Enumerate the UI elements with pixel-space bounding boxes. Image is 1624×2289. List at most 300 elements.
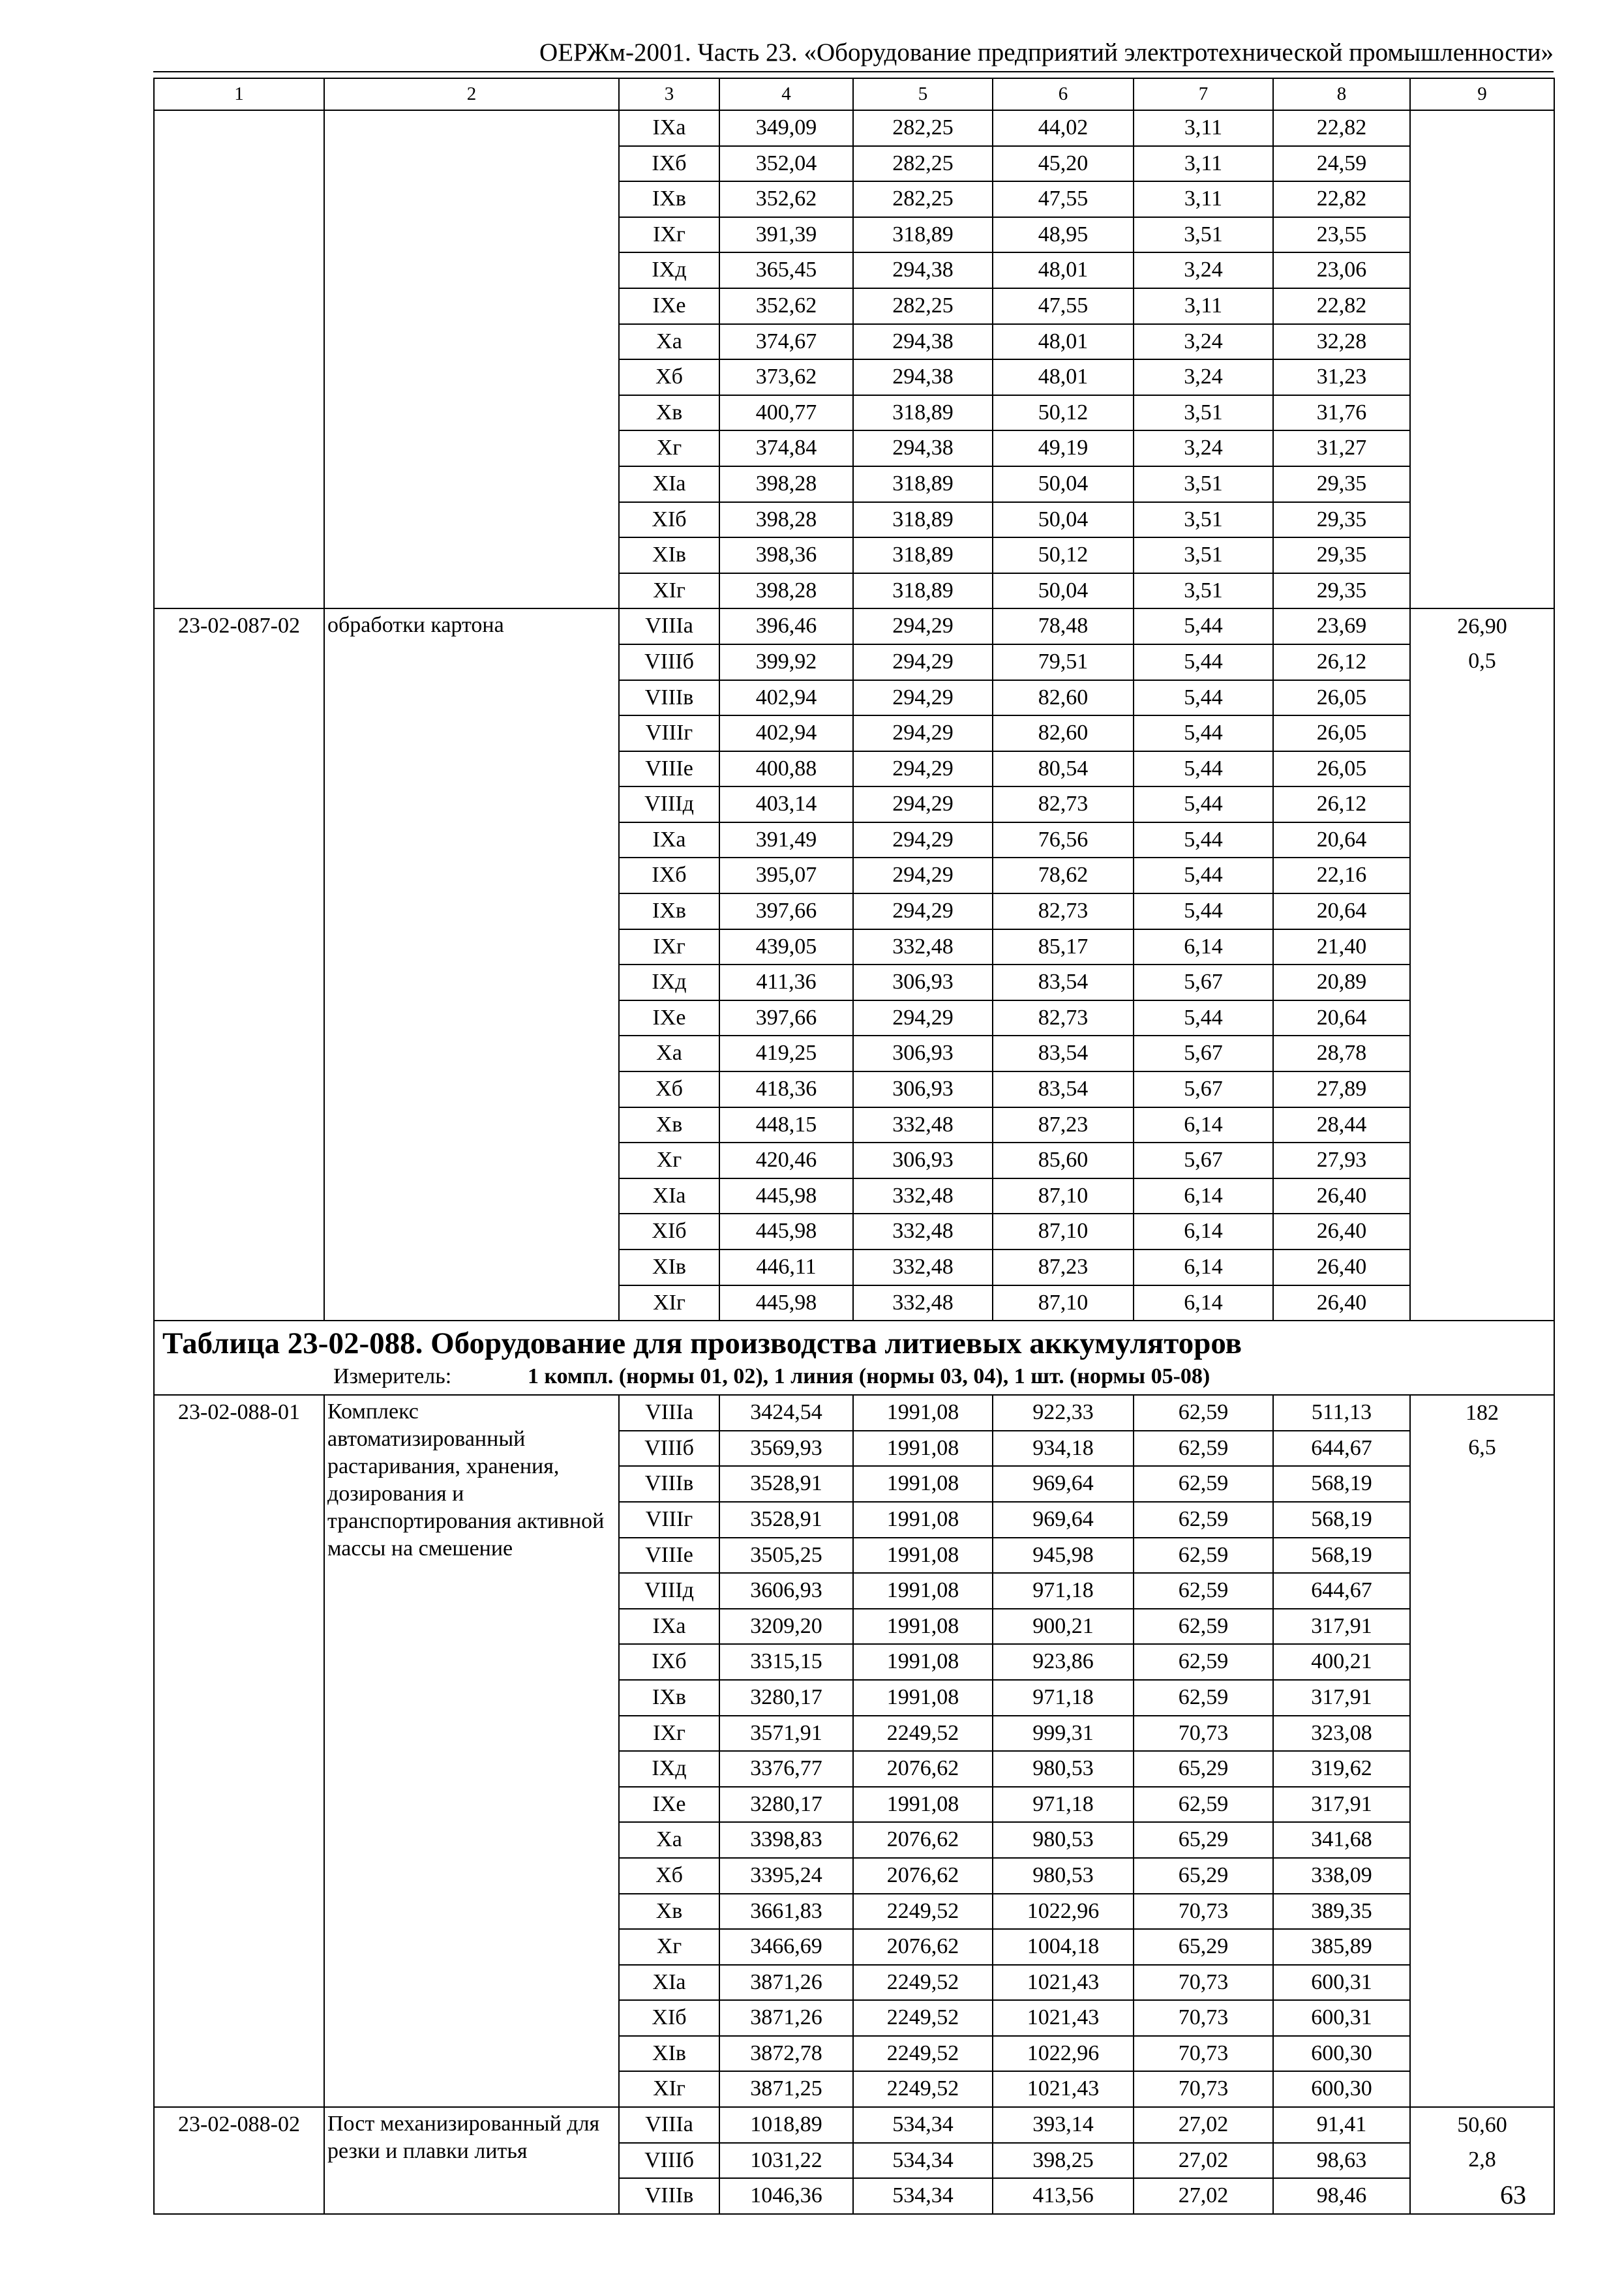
cell-col8: 98,63 [1273, 2143, 1410, 2179]
cell-col4: 352,04 [719, 146, 853, 182]
cell-col6: 971,18 [993, 1573, 1134, 1609]
cell-col4: 3571,91 [719, 1716, 853, 1752]
cell-col5: 2249,52 [853, 2000, 993, 2036]
cell-col8: 23,69 [1273, 608, 1410, 644]
cell-col8: 31,27 [1273, 430, 1410, 466]
cell-col5: 534,34 [853, 2178, 993, 2214]
cell-col4: 1046,36 [719, 2178, 853, 2214]
cell-col5: 282,25 [853, 288, 993, 324]
col9-values [1410, 1395, 1554, 2107]
cell-col5: 294,38 [853, 430, 993, 466]
cell-col5: 294,29 [853, 644, 993, 680]
cell-col8: 22,82 [1273, 181, 1410, 217]
cell-col7: 27,02 [1134, 2178, 1273, 2214]
cell-col5: 2249,52 [853, 2036, 993, 2072]
cell-col3: VIIIе [619, 1538, 719, 1574]
cell-col5: 1991,08 [853, 1787, 993, 1823]
cell-col7: 5,44 [1134, 1000, 1273, 1036]
cell-col6: 980,53 [993, 1822, 1134, 1858]
cell-col5: 306,93 [853, 1036, 993, 1071]
cell-col8: 27,89 [1273, 1071, 1410, 1107]
cell-col7: 3,51 [1134, 217, 1273, 253]
cell-col6: 47,55 [993, 288, 1134, 324]
cell-col6: 50,04 [993, 466, 1134, 502]
cell-col8: 98,46 [1273, 2178, 1410, 2214]
measure-line [162, 1362, 1546, 1392]
cell-col5: 318,89 [853, 502, 993, 538]
cell-col5: 2249,52 [853, 1965, 993, 2001]
cell-col3: XIв [619, 537, 719, 573]
cell-col3: VIIIа [619, 1395, 719, 1431]
cell-col6: 1004,18 [993, 1929, 1134, 1965]
cell-col3: Xв [619, 1894, 719, 1930]
cell-col5: 318,89 [853, 573, 993, 609]
cell-col4: 395,07 [719, 858, 853, 893]
cell-col6: 83,54 [993, 1036, 1134, 1071]
cell-col8: 21,40 [1273, 929, 1410, 965]
cell-col6: 1022,96 [993, 2036, 1134, 2072]
cell-col6: 413,56 [993, 2178, 1134, 2214]
cell-col3: VIIIг [619, 1502, 719, 1538]
cell-col3: Xг [619, 430, 719, 466]
column-numbers-row [154, 78, 1554, 110]
cell-col5: 318,89 [853, 537, 993, 573]
cell-col8: 389,35 [1273, 1894, 1410, 1930]
col9-values [1410, 2107, 1554, 2214]
cell-col4: 3398,83 [719, 1822, 853, 1858]
cell-col3: Xг [619, 1143, 719, 1178]
cell-col8: 26,05 [1273, 680, 1410, 716]
cell-col6: 969,64 [993, 1502, 1134, 1538]
cell-col5: 2249,52 [853, 1716, 993, 1752]
cell-col6: 50,12 [993, 537, 1134, 573]
cell-col4: 1031,22 [719, 2143, 853, 2179]
cell-col8: 31,76 [1273, 395, 1410, 431]
cell-col3: VIIIв [619, 1466, 719, 1502]
cell-col7: 62,59 [1134, 1787, 1273, 1823]
cell-col6: 980,53 [993, 1751, 1134, 1787]
cell-col6: 85,17 [993, 929, 1134, 965]
cell-col4: 349,09 [719, 110, 853, 146]
cell-col8: 20,64 [1273, 1000, 1410, 1036]
cell-col5: 294,29 [853, 858, 993, 893]
cell-col7: 3,24 [1134, 359, 1273, 395]
cell-col8: 568,19 [1273, 1502, 1410, 1538]
cell-col3: VIIIв [619, 2178, 719, 2214]
cell-col4: 397,66 [719, 1000, 853, 1036]
cell-col3: Xг [619, 1929, 719, 1965]
cell-col6: 398,25 [993, 2143, 1134, 2179]
cell-col4: 445,98 [719, 1214, 853, 1249]
cell-col5: 294,29 [853, 1000, 993, 1036]
cell-col8: 20,64 [1273, 822, 1410, 858]
cell-col8: 511,13 [1273, 1395, 1410, 1431]
cell-col5: 294,29 [853, 786, 993, 822]
table-row [154, 2107, 1554, 2143]
cell-col3: IXб [619, 1644, 719, 1680]
cell-col5: 294,29 [853, 751, 993, 787]
cell-col3: Xб [619, 359, 719, 395]
cell-col4: 403,14 [719, 786, 853, 822]
cell-col6: 971,18 [993, 1787, 1134, 1823]
cell-col6: 48,01 [993, 359, 1134, 395]
cell-col8: 31,23 [1273, 359, 1410, 395]
cell-col7: 62,59 [1134, 1680, 1273, 1716]
cell-col4: 396,46 [719, 608, 853, 644]
cell-col8: 26,40 [1273, 1178, 1410, 1214]
cell-col4: 418,36 [719, 1071, 853, 1107]
cell-col3: XIг [619, 1285, 719, 1321]
cell-col3: IXд [619, 965, 719, 1000]
cell-col6: 999,31 [993, 1716, 1134, 1752]
cell-col3: VIIIд [619, 786, 719, 822]
cell-col7: 65,29 [1134, 1822, 1273, 1858]
cell-col5: 282,25 [853, 110, 993, 146]
measure-value: 1 компл. (нормы 01, 02), 1 линия (нормы 03, 04), 1 шт. (нормы 05-08) [528, 1364, 1210, 1389]
cell-col6: 945,98 [993, 1538, 1134, 1574]
cell-col7: 6,14 [1134, 1214, 1273, 1249]
cell-col3: IXг [619, 929, 719, 965]
cell-col4: 448,15 [719, 1107, 853, 1143]
equipment-name: Пост механизированный для резки и плавки литья [324, 2107, 619, 2214]
cell-col8: 644,67 [1273, 1573, 1410, 1609]
cell-col7: 62,59 [1134, 1573, 1273, 1609]
cell-col6: 83,54 [993, 1071, 1134, 1107]
cell-col6: 50,12 [993, 395, 1134, 431]
cell-col3: IXа [619, 110, 719, 146]
cell-col3: VIIIб [619, 644, 719, 680]
cell-col6: 87,23 [993, 1249, 1134, 1285]
cell-col4: 391,39 [719, 217, 853, 253]
norm-code: 23-02-088-01 [154, 1395, 324, 2107]
cell-col8: 568,19 [1273, 1466, 1410, 1502]
cell-col3: IXа [619, 822, 719, 858]
cell-col6: 50,04 [993, 502, 1134, 538]
cell-col7: 3,51 [1134, 573, 1273, 609]
cell-col3: XIг [619, 2071, 719, 2107]
col9-values [1410, 110, 1554, 608]
cell-col3: VIIIе [619, 751, 719, 787]
cell-col7: 3,11 [1134, 288, 1273, 324]
cell-col4: 446,11 [719, 1249, 853, 1285]
cell-col4: 1018,89 [719, 2107, 853, 2143]
cell-col4: 398,28 [719, 466, 853, 502]
cell-col6: 87,10 [993, 1178, 1134, 1214]
cell-col8: 317,91 [1273, 1787, 1410, 1823]
equipment-name: Комплекс автоматизированный растаривания, хранения, дозирования и транспортирования активной массы на смешение [324, 1395, 619, 2107]
cell-col7: 3,11 [1134, 146, 1273, 182]
cell-col4: 3871,25 [719, 2071, 853, 2107]
cell-col5: 294,38 [853, 359, 993, 395]
cell-col7: 62,59 [1134, 1395, 1273, 1431]
cell-col7: 3,24 [1134, 430, 1273, 466]
cell-col5: 332,48 [853, 1285, 993, 1321]
cell-col7: 3,51 [1134, 466, 1273, 502]
cell-col6: 1021,43 [993, 2000, 1134, 2036]
cell-col7: 3,51 [1134, 537, 1273, 573]
cell-col4: 3280,17 [719, 1787, 853, 1823]
cell-col4: 373,62 [719, 359, 853, 395]
column-number: 9 [1410, 78, 1554, 110]
cell-col3: IXб [619, 858, 719, 893]
cell-col8: 29,35 [1273, 573, 1410, 609]
cell-col7: 27,02 [1134, 2107, 1273, 2143]
cell-col8: 341,68 [1273, 1822, 1410, 1858]
column-number: 7 [1134, 78, 1273, 110]
cell-col3: Xб [619, 1071, 719, 1107]
cell-col3: XIб [619, 502, 719, 538]
cell-col7: 70,73 [1134, 2071, 1273, 2107]
norm-code: 23-02-087-02 [154, 608, 324, 1321]
cell-col7: 3,24 [1134, 324, 1273, 360]
cell-col4: 445,98 [719, 1285, 853, 1321]
cell-col6: 79,51 [993, 644, 1134, 680]
cell-col7: 6,14 [1134, 1285, 1273, 1321]
cell-col7: 5,44 [1134, 608, 1273, 644]
equipment-name: обработки картона [324, 608, 619, 1321]
cell-col6: 76,56 [993, 822, 1134, 858]
cell-col5: 332,48 [853, 1178, 993, 1214]
cell-col3: VIIIг [619, 715, 719, 751]
cell-col6: 83,54 [993, 965, 1134, 1000]
cell-col8: 600,30 [1273, 2071, 1410, 2107]
cell-col6: 78,48 [993, 608, 1134, 644]
column-number: 3 [619, 78, 719, 110]
cell-col3: IXг [619, 217, 719, 253]
cell-col6: 1021,43 [993, 2071, 1134, 2107]
cell-col8: 29,35 [1273, 537, 1410, 573]
cell-col6: 80,54 [993, 751, 1134, 787]
cell-col3: IXд [619, 1751, 719, 1787]
cell-col4: 352,62 [719, 181, 853, 217]
cell-col5: 1991,08 [853, 1573, 993, 1609]
cell-col4: 391,49 [719, 822, 853, 858]
cell-col4: 3871,26 [719, 2000, 853, 2036]
cell-col6: 48,95 [993, 217, 1134, 253]
cell-col7: 3,11 [1134, 110, 1273, 146]
col9-value: 6,5 [1468, 1435, 1496, 1460]
cell-col3: VIIIб [619, 1431, 719, 1467]
cell-col4: 3528,91 [719, 1502, 853, 1538]
cell-col8: 29,35 [1273, 466, 1410, 502]
cell-col5: 306,93 [853, 1143, 993, 1178]
cell-col3: Xа [619, 324, 719, 360]
cell-col6: 393,14 [993, 2107, 1134, 2143]
measure-label: Измеритель: [333, 1364, 452, 1389]
page-number: 63 [1500, 2180, 1526, 2209]
cell-col7: 62,59 [1134, 1502, 1273, 1538]
cell-col7: 70,73 [1134, 2000, 1273, 2036]
cell-col4: 3466,69 [719, 1929, 853, 1965]
cell-col6: 78,62 [993, 858, 1134, 893]
cell-col8: 26,40 [1273, 1249, 1410, 1285]
cell-col3: VIIIа [619, 608, 719, 644]
cell-col6: 45,20 [993, 146, 1134, 182]
cell-col7: 5,44 [1134, 644, 1273, 680]
table-caption [154, 1321, 1554, 1395]
cell-col5: 332,48 [853, 1107, 993, 1143]
cell-col5: 294,38 [853, 252, 993, 288]
column-number: 8 [1273, 78, 1410, 110]
cell-col5: 294,29 [853, 893, 993, 929]
column-number: 4 [719, 78, 853, 110]
col9-value: 50,60 [1457, 2113, 1507, 2138]
cell-col6: 82,73 [993, 1000, 1134, 1036]
norm-code [154, 110, 324, 608]
cell-col8: 24,59 [1273, 146, 1410, 182]
cell-col7: 3,51 [1134, 502, 1273, 538]
cell-col8: 26,40 [1273, 1285, 1410, 1321]
page-header: ОЕРЖм-2001. Часть 23. «Оборудование предприятий электротехнической промышленности» [153, 38, 1554, 72]
cell-col4: 3395,24 [719, 1858, 853, 1894]
cell-col6: 900,21 [993, 1609, 1134, 1645]
cell-col4: 398,28 [719, 573, 853, 609]
cell-col4: 397,66 [719, 893, 853, 929]
cell-col8: 26,12 [1273, 644, 1410, 680]
cell-col8: 568,19 [1273, 1538, 1410, 1574]
cell-col3: VIIIв [619, 680, 719, 716]
cell-col5: 2076,62 [853, 1822, 993, 1858]
cell-col8: 319,62 [1273, 1751, 1410, 1787]
cell-col3: IXе [619, 1000, 719, 1036]
cell-col4: 398,28 [719, 502, 853, 538]
cell-col7: 62,59 [1134, 1609, 1273, 1645]
cell-col4: 352,62 [719, 288, 853, 324]
cell-col4: 419,25 [719, 1036, 853, 1071]
cell-col7: 5,44 [1134, 715, 1273, 751]
cell-col6: 87,10 [993, 1214, 1134, 1249]
cell-col6: 980,53 [993, 1858, 1134, 1894]
cell-col3: IXд [619, 252, 719, 288]
cell-col3: IXв [619, 1680, 719, 1716]
cell-col6: 1021,43 [993, 1965, 1134, 2001]
cell-col8: 644,67 [1273, 1431, 1410, 1467]
cell-col7: 62,59 [1134, 1538, 1273, 1574]
cell-col5: 1991,08 [853, 1502, 993, 1538]
cell-col8: 26,12 [1273, 786, 1410, 822]
cell-col7: 3,11 [1134, 181, 1273, 217]
cell-col8: 23,55 [1273, 217, 1410, 253]
cell-col3: VIIIб [619, 2143, 719, 2179]
cell-col6: 922,33 [993, 1395, 1134, 1431]
cell-col5: 294,29 [853, 715, 993, 751]
norm-code: 23-02-088-02 [154, 2107, 324, 2214]
cell-col8: 600,31 [1273, 1965, 1410, 2001]
cell-col5: 306,93 [853, 965, 993, 1000]
cell-col3: XIа [619, 466, 719, 502]
cell-col6: 82,73 [993, 786, 1134, 822]
cell-col3: Xа [619, 1036, 719, 1071]
cell-col7: 70,73 [1134, 1965, 1273, 2001]
column-number: 2 [324, 78, 619, 110]
cell-col5: 332,48 [853, 1249, 993, 1285]
cell-col3: XIг [619, 573, 719, 609]
cell-col5: 1991,08 [853, 1644, 993, 1680]
cell-col8: 22,82 [1273, 288, 1410, 324]
cell-col5: 1991,08 [853, 1466, 993, 1502]
cell-col8: 317,91 [1273, 1680, 1410, 1716]
cell-col7: 70,73 [1134, 2036, 1273, 2072]
cell-col7: 65,29 [1134, 1751, 1273, 1787]
cell-col5: 1991,08 [853, 1431, 993, 1467]
cell-col3: IXа [619, 1609, 719, 1645]
cell-col6: 50,04 [993, 573, 1134, 609]
cell-col3: XIб [619, 1214, 719, 1249]
cell-col5: 2249,52 [853, 2071, 993, 2107]
cell-col4: 3871,26 [719, 1965, 853, 2001]
col9-value: 0,5 [1468, 649, 1496, 674]
cell-col3: XIб [619, 2000, 719, 2036]
cell-col8: 400,21 [1273, 1644, 1410, 1680]
cell-col8: 20,89 [1273, 965, 1410, 1000]
cell-col7: 62,59 [1134, 1431, 1273, 1467]
cell-col7: 6,14 [1134, 1107, 1273, 1143]
cell-col7: 5,44 [1134, 893, 1273, 929]
cell-col3: XIа [619, 1965, 719, 2001]
cell-col5: 2076,62 [853, 1929, 993, 1965]
cell-col7: 6,14 [1134, 1178, 1273, 1214]
cell-col7: 6,14 [1134, 1249, 1273, 1285]
cell-col4: 402,94 [719, 680, 853, 716]
cell-col4: 3209,20 [719, 1609, 853, 1645]
cell-col4: 439,05 [719, 929, 853, 965]
cell-col7: 70,73 [1134, 1716, 1273, 1752]
cell-col7: 65,29 [1134, 1929, 1273, 1965]
cell-col8: 385,89 [1273, 1929, 1410, 1965]
cell-col3: IXв [619, 181, 719, 217]
cell-col5: 2076,62 [853, 1751, 993, 1787]
cell-col7: 27,02 [1134, 2143, 1273, 2179]
cell-col3: XIв [619, 2036, 719, 2072]
cell-col4: 365,45 [719, 252, 853, 288]
cell-col3: IXв [619, 893, 719, 929]
cell-col4: 3661,83 [719, 1894, 853, 1930]
cell-col4: 3569,93 [719, 1431, 853, 1467]
cell-col8: 338,09 [1273, 1858, 1410, 1894]
cell-col5: 332,48 [853, 1214, 993, 1249]
cell-col4: 3505,25 [719, 1538, 853, 1574]
cell-col5: 318,89 [853, 217, 993, 253]
cell-col5: 282,25 [853, 181, 993, 217]
table-caption-row [154, 1321, 1554, 1395]
cell-col5: 2249,52 [853, 1894, 993, 1930]
cell-col6: 48,01 [993, 252, 1134, 288]
cell-col3: VIIIа [619, 2107, 719, 2143]
cell-col5: 318,89 [853, 395, 993, 431]
cell-col5: 294,29 [853, 608, 993, 644]
cell-col5: 1991,08 [853, 1395, 993, 1431]
cell-col6: 971,18 [993, 1680, 1134, 1716]
cell-col5: 1991,08 [853, 1538, 993, 1574]
table-row [154, 1395, 1554, 1431]
cell-col7: 5,44 [1134, 822, 1273, 858]
col9-values [1410, 608, 1554, 1321]
cell-col4: 420,46 [719, 1143, 853, 1178]
cell-col8: 317,91 [1273, 1609, 1410, 1645]
cell-col8: 22,16 [1273, 858, 1410, 893]
cell-col7: 5,44 [1134, 786, 1273, 822]
cell-col7: 62,59 [1134, 1644, 1273, 1680]
cell-col7: 3,51 [1134, 395, 1273, 431]
cell-col6: 1022,96 [993, 1894, 1134, 1930]
column-number: 5 [853, 78, 993, 110]
cell-col7: 65,29 [1134, 1858, 1273, 1894]
cell-col7: 5,44 [1134, 680, 1273, 716]
equipment-name [324, 110, 619, 608]
cell-col8: 600,31 [1273, 2000, 1410, 2036]
cell-col7: 5,67 [1134, 1036, 1273, 1071]
cell-col6: 49,19 [993, 430, 1134, 466]
